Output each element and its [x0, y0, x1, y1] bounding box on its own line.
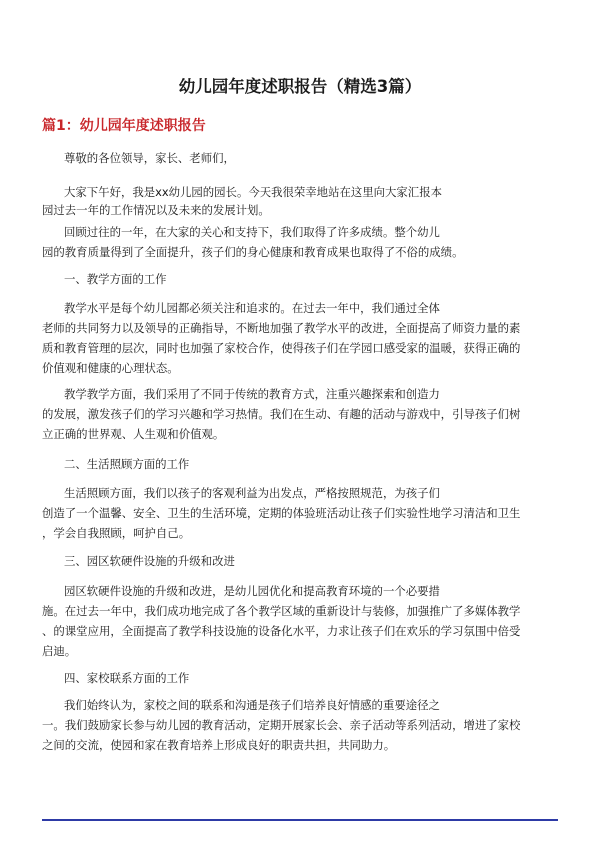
- section-heading: 三、园区软硬件设施的升级和改进: [64, 554, 235, 568]
- body-line: 教学教学方面，我们采用了不同于传统的教育方式，注重兴趣探索和创造力: [64, 387, 440, 401]
- body-line: 大家下午好，我是xx幼儿园的园长。今天我很荣幸地站在这里向大家汇报本: [64, 185, 442, 199]
- body-line: 施。在过去一年中，我们成功地完成了各个教学区域的重新设计与装修，加强推广了多媒体教学: [42, 604, 521, 618]
- body-line: 之间的交流，使园和家在教育培养上形成良好的职责共担，共同助力。: [42, 738, 396, 752]
- body-line: 价值观和健康的心理状态。: [42, 361, 179, 375]
- body-line: 立正确的世界观、人生观和价值观。: [42, 427, 225, 441]
- footer-divider: [42, 819, 558, 821]
- body-line: 生活照顾方面，我们以孩子的客观利益为出发点，严格按照规范，为孩子们: [64, 486, 440, 500]
- body-line: 、的课堂应用，全面提高了教学科技设施的设备化水平，力求让孩子们在欢乐的学习氛围中倍受: [42, 624, 521, 638]
- section-heading: 四、家校联系方面的工作: [64, 671, 190, 685]
- body-line: 我们始终认为，家校之间的联系和沟通是孩子们培养良好情感的重要途径之: [64, 698, 440, 712]
- body-line: 回顾过往的一年，在大家的关心和支持下，我们取得了许多成绩。整个幼儿: [64, 225, 440, 239]
- section-heading: 一、教学方面的工作: [64, 272, 167, 286]
- greeting-line: 尊敬的各位领导，家长、老师们，: [64, 151, 235, 165]
- body-line: 园过去一年的工作情况以及未来的发展计划。: [42, 203, 270, 217]
- document-title: 幼儿园年度述职报告（精选3篇）: [178, 77, 422, 96]
- body-line: 质和教育管理的层次，同时也加强了家校合作，使得孩子们在学园口感受家的温暖，获得正确的: [42, 341, 521, 355]
- body-line: ，学会自我照顾，呵护自己。: [42, 526, 191, 540]
- body-line: 老师的共同努力以及领导的正确指导，不断地加强了教学水平的改进，全面提高了师资力量的素: [42, 321, 521, 335]
- body-line: 一。我们鼓励家长参与幼儿园的教育活动，定期开展家长会、亲子活动等系列活动，增进了家校: [42, 718, 521, 732]
- section-subtitle: 篇1：幼儿园年度述职报告: [42, 118, 206, 134]
- body-line: 创造了一个温馨、安全、卫生的生活环境，定期的体验班活动让孩子们实验性地学习清洁和卫生: [42, 506, 521, 520]
- body-line: 教学水平是每个幼儿园都必须关注和追求的。在过去一年中，我们通过全体: [64, 301, 440, 315]
- body-line: 园区软硬件设施的升级和改进，是幼儿园优化和提高教育环境的一个必要措: [64, 584, 440, 598]
- body-line: 园的教育质量得到了全面提升，孩子们的身心健康和教育成果也取得了不俗的成绩。: [42, 245, 464, 259]
- body-line: 的发展，激发孩子们的学习兴趣和学习热情。我们在生动、有趣的活动与游戏中，引导孩子们树: [42, 407, 521, 421]
- body-line: 启迪。: [42, 644, 77, 658]
- section-heading: 二、生活照顾方面的工作: [64, 457, 190, 471]
